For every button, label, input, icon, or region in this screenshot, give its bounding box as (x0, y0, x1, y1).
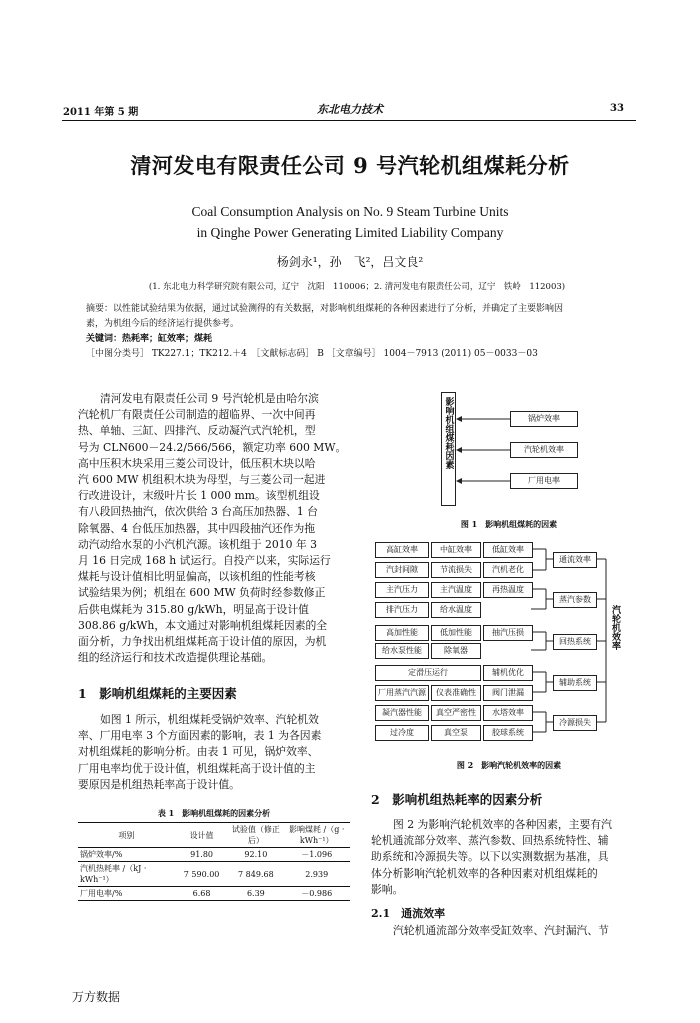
text-line: 如图 1 所示，机组煤耗受锅炉效率、汽轮机效 (100, 713, 319, 726)
fig2-target (609, 605, 621, 650)
table-cell: 7 849.68 (238, 869, 274, 879)
fig2-factor: 给水泵性能 (375, 643, 429, 659)
keywords: 关键词：热耗率；缸效率；煤耗 (86, 334, 213, 344)
section-2-1-heading: 2.1 通流效率 (371, 907, 446, 920)
issue-label: 2011 年第 5 期 (63, 107, 139, 118)
fig2-group: 冷源损失 (553, 715, 597, 731)
fig2-factor: 低加性能 (431, 625, 481, 641)
fig2-group: 辅助系统 (553, 675, 597, 691)
fig2-factor: 汽封间隙 (375, 562, 429, 578)
section-1-heading: 1 影响机组煤耗的主要因素 (78, 686, 237, 701)
fig2-factor: 给水温度 (431, 602, 481, 618)
fig2-factor: 节流损失 (431, 562, 481, 578)
fig2-factor: 阀门泄漏 (483, 685, 533, 701)
fig2-factor: 汽机老化 (483, 562, 533, 578)
fig2-factor: 高加性能 (375, 625, 429, 641)
text-line: 对机组煤耗的影响分析。由表 1 可见，锅炉效率、 (78, 745, 319, 759)
table-cell: 2.939 (305, 869, 329, 879)
text-line: 组的经济运行和技术改造提供理论基础。 (78, 651, 273, 665)
text-line: 行改进设计，末级叶片长 1 000 mm。该型机组设 (78, 489, 320, 503)
section-2-1-text: 汽轮机通流部分效率受缸效率、汽封漏汽、节 (393, 924, 609, 937)
text-line: 厂用电率均优于设计值，机组煤耗高于设计值的主 (78, 761, 316, 775)
fig2-group: 回热系统 (553, 634, 597, 650)
text-line: 助系统和冷源损失等。以下以实测数据为基准，具 (371, 850, 609, 864)
fig2-group: 通流效率 (553, 552, 597, 568)
fig2-factor: 排汽压力 (375, 602, 429, 618)
fig2-factor: 抽汽压损 (483, 625, 533, 641)
fig2-factor: 水塔效率 (483, 705, 533, 721)
text-line: 月 16 日完成 168 h 试运行。自投产以来，实际运行 (78, 554, 331, 568)
text-line: 率、厂用电率 3 个方面因素的影响，表 1 为各因素 (78, 729, 322, 743)
fig1-left-label (441, 392, 456, 506)
fig2-factor: 高缸效率 (375, 542, 429, 558)
journal-name: 东北电力技术 (317, 103, 383, 116)
abstract-line: 摘要：以性能试验结果为依据，通过试验测得的有关数据，对影响机组煤耗的各种因素进行了分析，并确定了主要影响因 (86, 304, 564, 314)
fig2-factor: 中缸效率 (431, 542, 481, 558)
text-line: 后供电煤耗为 315.80 g/kWh，明显高于设计值 (78, 602, 309, 616)
text-line: 高中压积木块采用三菱公司设计，低压积木块以哈 (78, 456, 316, 470)
text-line: 清河发电有限责任公司 9 号汽轮机是由哈尔滨 (100, 392, 319, 405)
fig1-left-label-text: 影响机组煤耗因素 (443, 397, 454, 469)
fig2-factor: 真空严密性 (431, 705, 481, 721)
table-header: 试验值（修正后） (231, 825, 280, 845)
section-2-heading: 2 影响机组热耗率的因素分析 (371, 792, 543, 807)
text-line: 影响。 (371, 882, 404, 896)
english-title-line-1: Coal Consumption Analysis on No. 9 Steam Turbine Units (191, 204, 509, 219)
text-line: 号为 CLN600－24.2/566/566，额定功率 600 MW。 (78, 440, 347, 454)
text-line: 热、单轴、三缸、四排汽、反动凝汽式汽轮机，型 (78, 424, 316, 438)
table-cell: －1.096 (301, 850, 333, 859)
table-cell: 厂用电率/% (80, 889, 123, 898)
fig2-factor: 主汽压力 (375, 582, 429, 598)
footer-watermark: 万方数据 (72, 990, 121, 1004)
table-cell: 6.39 (246, 889, 265, 898)
text-line: 汽轮机厂有限责任公司制造的超临界、一次中间再 (78, 408, 316, 422)
english-title-line-2: in Qinghe Power Generating Limited Liability Company (196, 225, 504, 240)
fig2-group: 蒸汽参数 (553, 592, 597, 608)
fig2-factor: 过冷度 (375, 725, 429, 741)
text-line: 煤耗与设计值相比明显偏高，以该机组的性能考核 (78, 570, 316, 584)
text-line: 轮机通流部分效率、蒸汽参数、回热系统特性、辅 (371, 834, 609, 848)
table-header: 设计值 (189, 830, 214, 840)
abstract-line: 素，为机组今后的经济运行提供参考。 (86, 319, 240, 329)
fig2-factor: 除氧器 (431, 643, 481, 659)
text-line: 试验结果为例；机组在 600 MW 负荷时经参数修正 (78, 586, 326, 600)
fig1-item: 锅炉效率 (510, 411, 578, 427)
text-line: 308.86 g/kWh，本文通过对影响机组煤耗因素的全 (78, 618, 328, 632)
section-2-text (371, 817, 643, 898)
fig2-factor: 真空泵 (431, 725, 481, 741)
fig2-factor: 凝汽器性能 (375, 705, 429, 721)
figure-1-caption: 图 1 影响机组煤耗的因素 (460, 519, 558, 529)
text-line: 体分析影响汽轮机效率的各种因素对机组煤耗的 (371, 866, 598, 880)
text-line: 除氧器、4 台低压加热器，其中四段抽汽还作为拖 (78, 521, 316, 535)
text-line: 面分析，力争找出机组煤耗高于设计值的原因，为机 (78, 635, 327, 649)
table-header: 影响煤耗 /（g · kWh⁻¹） (289, 825, 345, 845)
fig1-item: 汽轮机效率 (510, 442, 578, 458)
authors: 杨剑永¹，孙 飞²，吕文良² (276, 255, 424, 269)
fig2-factor: 再热温度 (483, 582, 533, 598)
table-cell: 6.68 (192, 889, 211, 898)
fig1-item: 厂用电率 (510, 473, 578, 489)
table-cell: 91.80 (190, 850, 214, 859)
text-line: 有八段回热抽汽，依次供给 3 台高压加热器、1 台 (78, 505, 318, 519)
fig2-factor: 定滑压运行 (375, 665, 481, 681)
affiliation: (1. 东北电力科学研究院有限公司，辽宁 沈阳 110006；2. 清河发电有限责任公司，辽宁 铁岭 112003) (148, 282, 566, 292)
figure-2-caption: 图 2 影响汽轮机效率的因素 (456, 760, 562, 770)
text-line: 图 2 为影响汽轮机效率的各种因素，主要有汽 (393, 818, 612, 831)
fig2-target-text: 汽轮机效率 (610, 605, 620, 650)
table-cell: 7 590.00 (183, 869, 220, 879)
fig2-factor: 胶球系统 (483, 725, 533, 741)
fig2-factor: 厂用蒸汽汽源 (375, 685, 429, 701)
table-cell: 锅炉效率/% (80, 850, 123, 859)
fig2-factor: 主汽温度 (431, 582, 481, 598)
text-line: 汽 600 MW 机组积木块为母型，与三菱公司一起进 (78, 473, 326, 487)
table-1-caption: 表 1 影响机组煤耗的因素分析 (157, 808, 271, 818)
table-header: 项别 (118, 830, 135, 840)
table-cell: 汽机热耗率 /（kJ · kWh⁻¹） (80, 864, 147, 884)
page-title: 清河发电有限责任公司 9 号汽轮机组煤耗分析 (130, 153, 570, 178)
page-number: 33 (610, 103, 624, 114)
table-cell: －0.986 (301, 889, 333, 898)
fig2-factor: 仪表准确性 (431, 685, 481, 701)
text-line: 要原因是机组热耗率高于设计值。 (78, 777, 240, 791)
classification: ［中图分类号］ TK227.1；TK212.＋4 ［文献标志码］ B ［文章编号］ 1004－7913 (2011) 05－0033－03 (86, 349, 538, 359)
table-cell: 92.10 (244, 850, 268, 859)
fig2-factor: 辅机优化 (483, 665, 533, 681)
text-line: 动汽动给水泵的小汽机汽源。该机组于 2010 年 3 (78, 537, 317, 551)
fig2-factor: 低缸效率 (483, 542, 533, 558)
